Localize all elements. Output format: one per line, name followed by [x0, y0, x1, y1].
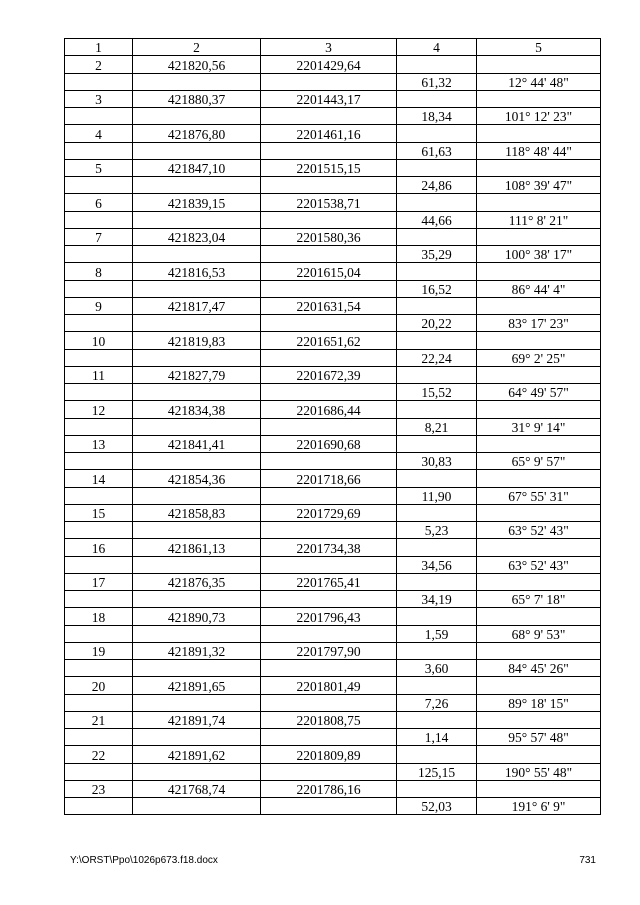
x-coordinate-cell: 421820,56	[133, 56, 261, 73]
segment-row	[65, 108, 601, 125]
y-coordinate-cell: 2201808,75	[261, 711, 397, 728]
direction-angle-cell: 101° 12' 23"	[477, 108, 601, 125]
empty-cell	[261, 73, 397, 90]
empty-cell	[261, 763, 397, 780]
point-row	[65, 228, 601, 245]
point-row	[65, 56, 601, 73]
segment-row	[65, 349, 601, 366]
empty-cell	[133, 625, 261, 642]
point-row	[65, 297, 601, 314]
point-number-cell: 19	[65, 642, 133, 659]
empty-cell	[477, 332, 601, 349]
point-number-cell: 8	[65, 263, 133, 280]
empty-cell	[397, 297, 477, 314]
segment-row	[65, 418, 601, 435]
point-row	[65, 780, 601, 797]
y-coordinate-cell: 2201690,68	[261, 435, 397, 452]
y-coordinate-cell: 2201809,89	[261, 746, 397, 763]
segment-row	[65, 453, 601, 470]
empty-cell	[397, 56, 477, 73]
direction-angle-cell: 31° 9' 14"	[477, 418, 601, 435]
empty-cell	[133, 522, 261, 539]
empty-cell	[133, 556, 261, 573]
footer-file-path: Y:\ORST\Ppo\1026p673.f18.docx	[70, 855, 218, 866]
point-number-cell: 17	[65, 573, 133, 590]
x-coordinate-cell: 421841,41	[133, 435, 261, 452]
empty-cell	[397, 125, 477, 142]
y-coordinate-cell: 2201686,44	[261, 401, 397, 418]
point-number-cell: 22	[65, 746, 133, 763]
empty-cell	[261, 694, 397, 711]
segment-length-cell: 7,26	[397, 694, 477, 711]
y-coordinate-cell: 2201672,39	[261, 366, 397, 383]
point-row	[65, 366, 601, 383]
point-number-cell: 14	[65, 470, 133, 487]
y-coordinate-cell: 2201801,49	[261, 677, 397, 694]
empty-cell	[261, 315, 397, 332]
direction-angle-cell: 64° 49' 57"	[477, 384, 601, 401]
x-coordinate-cell: 421858,83	[133, 504, 261, 521]
segment-length-cell: 61,63	[397, 142, 477, 159]
empty-cell	[65, 591, 133, 608]
empty-cell	[397, 90, 477, 107]
y-coordinate-cell: 2201786,16	[261, 780, 397, 797]
x-coordinate-cell: 421891,65	[133, 677, 261, 694]
empty-cell	[65, 694, 133, 711]
point-number-cell: 2	[65, 56, 133, 73]
empty-cell	[65, 763, 133, 780]
y-coordinate-cell: 2201718,66	[261, 470, 397, 487]
empty-cell	[397, 608, 477, 625]
x-coordinate-cell: 421880,37	[133, 90, 261, 107]
empty-cell	[261, 522, 397, 539]
point-number-cell: 4	[65, 125, 133, 142]
empty-cell	[261, 246, 397, 263]
empty-cell	[397, 642, 477, 659]
segment-row	[65, 246, 601, 263]
empty-cell	[65, 315, 133, 332]
empty-cell	[397, 504, 477, 521]
point-number-cell: 3	[65, 90, 133, 107]
point-number-cell: 21	[65, 711, 133, 728]
segment-length-cell: 15,52	[397, 384, 477, 401]
empty-cell	[133, 660, 261, 677]
segment-row	[65, 384, 601, 401]
point-number-cell: 23	[65, 780, 133, 797]
empty-cell	[477, 228, 601, 245]
table-body	[65, 56, 601, 815]
y-coordinate-cell: 2201580,36	[261, 228, 397, 245]
empty-cell	[477, 194, 601, 211]
segment-length-cell: 125,15	[397, 763, 477, 780]
x-coordinate-cell: 421817,47	[133, 297, 261, 314]
empty-cell	[261, 487, 397, 504]
point-number-cell: 12	[65, 401, 133, 418]
empty-cell	[397, 194, 477, 211]
segment-row	[65, 142, 601, 159]
direction-angle-cell: 86° 44' 4"	[477, 280, 601, 297]
empty-cell	[397, 366, 477, 383]
y-coordinate-cell: 2201461,16	[261, 125, 397, 142]
direction-angle-cell: 65° 7' 18"	[477, 591, 601, 608]
empty-cell	[133, 729, 261, 746]
empty-cell	[65, 556, 133, 573]
x-coordinate-cell: 421768,74	[133, 780, 261, 797]
table-header-row	[65, 39, 601, 56]
empty-cell	[477, 539, 601, 556]
x-coordinate-cell: 421890,73	[133, 608, 261, 625]
empty-cell	[261, 177, 397, 194]
segment-length-cell: 5,23	[397, 522, 477, 539]
point-row	[65, 746, 601, 763]
direction-angle-cell: 67° 55' 31"	[477, 487, 601, 504]
direction-angle-cell: 84° 45' 26"	[477, 660, 601, 677]
empty-cell	[65, 729, 133, 746]
empty-cell	[261, 660, 397, 677]
segment-row	[65, 280, 601, 297]
segment-length-cell: 18,34	[397, 108, 477, 125]
header-col-2: 2	[133, 39, 261, 56]
point-row	[65, 470, 601, 487]
y-coordinate-cell: 2201651,62	[261, 332, 397, 349]
empty-cell	[397, 435, 477, 452]
segment-length-cell: 1,14	[397, 729, 477, 746]
y-coordinate-cell: 2201765,41	[261, 573, 397, 590]
direction-angle-cell: 111° 8' 21"	[477, 211, 601, 228]
point-row	[65, 608, 601, 625]
segment-length-cell: 35,29	[397, 246, 477, 263]
direction-angle-cell: 12° 44' 48"	[477, 73, 601, 90]
point-number-cell: 16	[65, 539, 133, 556]
empty-cell	[133, 280, 261, 297]
empty-cell	[65, 349, 133, 366]
x-coordinate-cell: 421834,38	[133, 401, 261, 418]
y-coordinate-cell: 2201538,71	[261, 194, 397, 211]
segment-length-cell: 3,60	[397, 660, 477, 677]
empty-cell	[397, 263, 477, 280]
empty-cell	[65, 177, 133, 194]
segment-length-cell: 22,24	[397, 349, 477, 366]
coordinates-table	[64, 38, 601, 815]
point-number-cell: 7	[65, 228, 133, 245]
direction-angle-cell: 100° 38' 17"	[477, 246, 601, 263]
point-row	[65, 332, 601, 349]
point-row	[65, 125, 601, 142]
empty-cell	[477, 746, 601, 763]
direction-angle-cell: 63° 52' 43"	[477, 522, 601, 539]
point-number-cell: 9	[65, 297, 133, 314]
empty-cell	[261, 108, 397, 125]
segment-row	[65, 556, 601, 573]
empty-cell	[477, 56, 601, 73]
empty-cell	[477, 159, 601, 176]
segment-length-cell: 44,66	[397, 211, 477, 228]
point-row	[65, 263, 601, 280]
empty-cell	[133, 694, 261, 711]
point-row	[65, 539, 601, 556]
header-col-4: 4	[397, 39, 477, 56]
segment-row	[65, 177, 601, 194]
point-number-cell: 18	[65, 608, 133, 625]
point-row	[65, 401, 601, 418]
empty-cell	[133, 384, 261, 401]
point-row	[65, 159, 601, 176]
empty-cell	[397, 746, 477, 763]
empty-cell	[261, 591, 397, 608]
segment-length-cell: 8,21	[397, 418, 477, 435]
direction-angle-cell: 65° 9' 57"	[477, 453, 601, 470]
segment-length-cell: 24,86	[397, 177, 477, 194]
empty-cell	[261, 453, 397, 470]
point-row	[65, 642, 601, 659]
empty-cell	[261, 211, 397, 228]
x-coordinate-cell: 421839,15	[133, 194, 261, 211]
empty-cell	[133, 177, 261, 194]
x-coordinate-cell: 421823,04	[133, 228, 261, 245]
empty-cell	[397, 159, 477, 176]
segment-row	[65, 763, 601, 780]
empty-cell	[397, 470, 477, 487]
empty-cell	[261, 349, 397, 366]
y-coordinate-cell: 2201615,04	[261, 263, 397, 280]
segment-row	[65, 694, 601, 711]
y-coordinate-cell: 2201631,54	[261, 297, 397, 314]
x-coordinate-cell: 421876,80	[133, 125, 261, 142]
empty-cell	[477, 573, 601, 590]
point-row	[65, 711, 601, 728]
empty-cell	[133, 487, 261, 504]
direction-angle-cell: 89° 18' 15"	[477, 694, 601, 711]
header-col-5: 5	[477, 39, 601, 56]
direction-angle-cell: 83° 17' 23"	[477, 315, 601, 332]
empty-cell	[65, 453, 133, 470]
x-coordinate-cell: 421847,10	[133, 159, 261, 176]
empty-cell	[65, 487, 133, 504]
segment-length-cell: 34,56	[397, 556, 477, 573]
empty-cell	[65, 625, 133, 642]
empty-cell	[133, 142, 261, 159]
x-coordinate-cell: 421891,74	[133, 711, 261, 728]
empty-cell	[397, 228, 477, 245]
direction-angle-cell: 191° 6' 9"	[477, 798, 601, 815]
direction-angle-cell: 69° 2' 25"	[477, 349, 601, 366]
empty-cell	[477, 435, 601, 452]
empty-cell	[477, 263, 601, 280]
header-col-1: 1	[65, 39, 133, 56]
point-number-cell: 13	[65, 435, 133, 452]
segment-row	[65, 729, 601, 746]
empty-cell	[397, 573, 477, 590]
y-coordinate-cell: 2201797,90	[261, 642, 397, 659]
point-number-cell: 6	[65, 194, 133, 211]
empty-cell	[65, 73, 133, 90]
empty-cell	[65, 211, 133, 228]
empty-cell	[477, 297, 601, 314]
empty-cell	[477, 711, 601, 728]
empty-cell	[133, 73, 261, 90]
empty-cell	[397, 539, 477, 556]
segment-row	[65, 625, 601, 642]
y-coordinate-cell: 2201515,15	[261, 159, 397, 176]
empty-cell	[65, 142, 133, 159]
empty-cell	[133, 453, 261, 470]
empty-cell	[397, 780, 477, 797]
y-coordinate-cell: 2201429,64	[261, 56, 397, 73]
direction-angle-cell: 108° 39' 47"	[477, 177, 601, 194]
empty-cell	[65, 798, 133, 815]
empty-cell	[133, 349, 261, 366]
empty-cell	[477, 366, 601, 383]
empty-cell	[65, 108, 133, 125]
segment-row	[65, 798, 601, 815]
empty-cell	[261, 798, 397, 815]
segment-length-cell: 20,22	[397, 315, 477, 332]
empty-cell	[397, 677, 477, 694]
x-coordinate-cell: 421891,62	[133, 746, 261, 763]
empty-cell	[261, 280, 397, 297]
empty-cell	[133, 591, 261, 608]
y-coordinate-cell: 2201729,69	[261, 504, 397, 521]
point-number-cell: 11	[65, 366, 133, 383]
point-row	[65, 435, 601, 452]
segment-length-cell: 34,19	[397, 591, 477, 608]
segment-length-cell: 30,83	[397, 453, 477, 470]
x-coordinate-cell: 421816,53	[133, 263, 261, 280]
x-coordinate-cell: 421827,79	[133, 366, 261, 383]
empty-cell	[477, 677, 601, 694]
point-number-cell: 5	[65, 159, 133, 176]
point-number-cell: 10	[65, 332, 133, 349]
direction-angle-cell: 63° 52' 43"	[477, 556, 601, 573]
empty-cell	[397, 711, 477, 728]
empty-cell	[261, 556, 397, 573]
segment-length-cell: 1,59	[397, 625, 477, 642]
empty-cell	[477, 642, 601, 659]
x-coordinate-cell: 421861,13	[133, 539, 261, 556]
empty-cell	[477, 470, 601, 487]
segment-length-cell: 16,52	[397, 280, 477, 297]
empty-cell	[477, 504, 601, 521]
segment-row	[65, 522, 601, 539]
empty-cell	[65, 660, 133, 677]
point-number-cell: 20	[65, 677, 133, 694]
segment-row	[65, 211, 601, 228]
empty-cell	[261, 418, 397, 435]
empty-cell	[477, 780, 601, 797]
empty-cell	[133, 798, 261, 815]
segment-row	[65, 591, 601, 608]
x-coordinate-cell: 421891,32	[133, 642, 261, 659]
segment-row	[65, 487, 601, 504]
segment-row	[65, 73, 601, 90]
empty-cell	[133, 211, 261, 228]
footer-page-number: 731	[579, 855, 596, 866]
y-coordinate-cell: 2201443,17	[261, 90, 397, 107]
empty-cell	[133, 418, 261, 435]
empty-cell	[261, 142, 397, 159]
empty-cell	[261, 625, 397, 642]
empty-cell	[65, 280, 133, 297]
empty-cell	[65, 246, 133, 263]
empty-cell	[65, 522, 133, 539]
x-coordinate-cell: 421819,83	[133, 332, 261, 349]
header-col-3: 3	[261, 39, 397, 56]
segment-row	[65, 315, 601, 332]
empty-cell	[133, 246, 261, 263]
direction-angle-cell: 95° 57' 48"	[477, 729, 601, 746]
empty-cell	[133, 315, 261, 332]
segment-length-cell: 61,32	[397, 73, 477, 90]
empty-cell	[65, 418, 133, 435]
empty-cell	[477, 125, 601, 142]
empty-cell	[477, 401, 601, 418]
point-row	[65, 194, 601, 211]
empty-cell	[477, 608, 601, 625]
direction-angle-cell: 190° 55' 48"	[477, 763, 601, 780]
x-coordinate-cell: 421876,35	[133, 573, 261, 590]
segment-length-cell: 52,03	[397, 798, 477, 815]
x-coordinate-cell: 421854,36	[133, 470, 261, 487]
empty-cell	[477, 90, 601, 107]
empty-cell	[397, 401, 477, 418]
empty-cell	[261, 729, 397, 746]
empty-cell	[397, 332, 477, 349]
point-row	[65, 90, 601, 107]
point-row	[65, 573, 601, 590]
empty-cell	[261, 384, 397, 401]
direction-angle-cell: 118° 48' 44"	[477, 142, 601, 159]
y-coordinate-cell: 2201796,43	[261, 608, 397, 625]
direction-angle-cell: 68° 9' 53"	[477, 625, 601, 642]
point-row	[65, 504, 601, 521]
point-row	[65, 677, 601, 694]
empty-cell	[133, 108, 261, 125]
empty-cell	[65, 384, 133, 401]
segment-length-cell: 11,90	[397, 487, 477, 504]
segment-row	[65, 660, 601, 677]
empty-cell	[133, 763, 261, 780]
point-number-cell: 15	[65, 504, 133, 521]
y-coordinate-cell: 2201734,38	[261, 539, 397, 556]
